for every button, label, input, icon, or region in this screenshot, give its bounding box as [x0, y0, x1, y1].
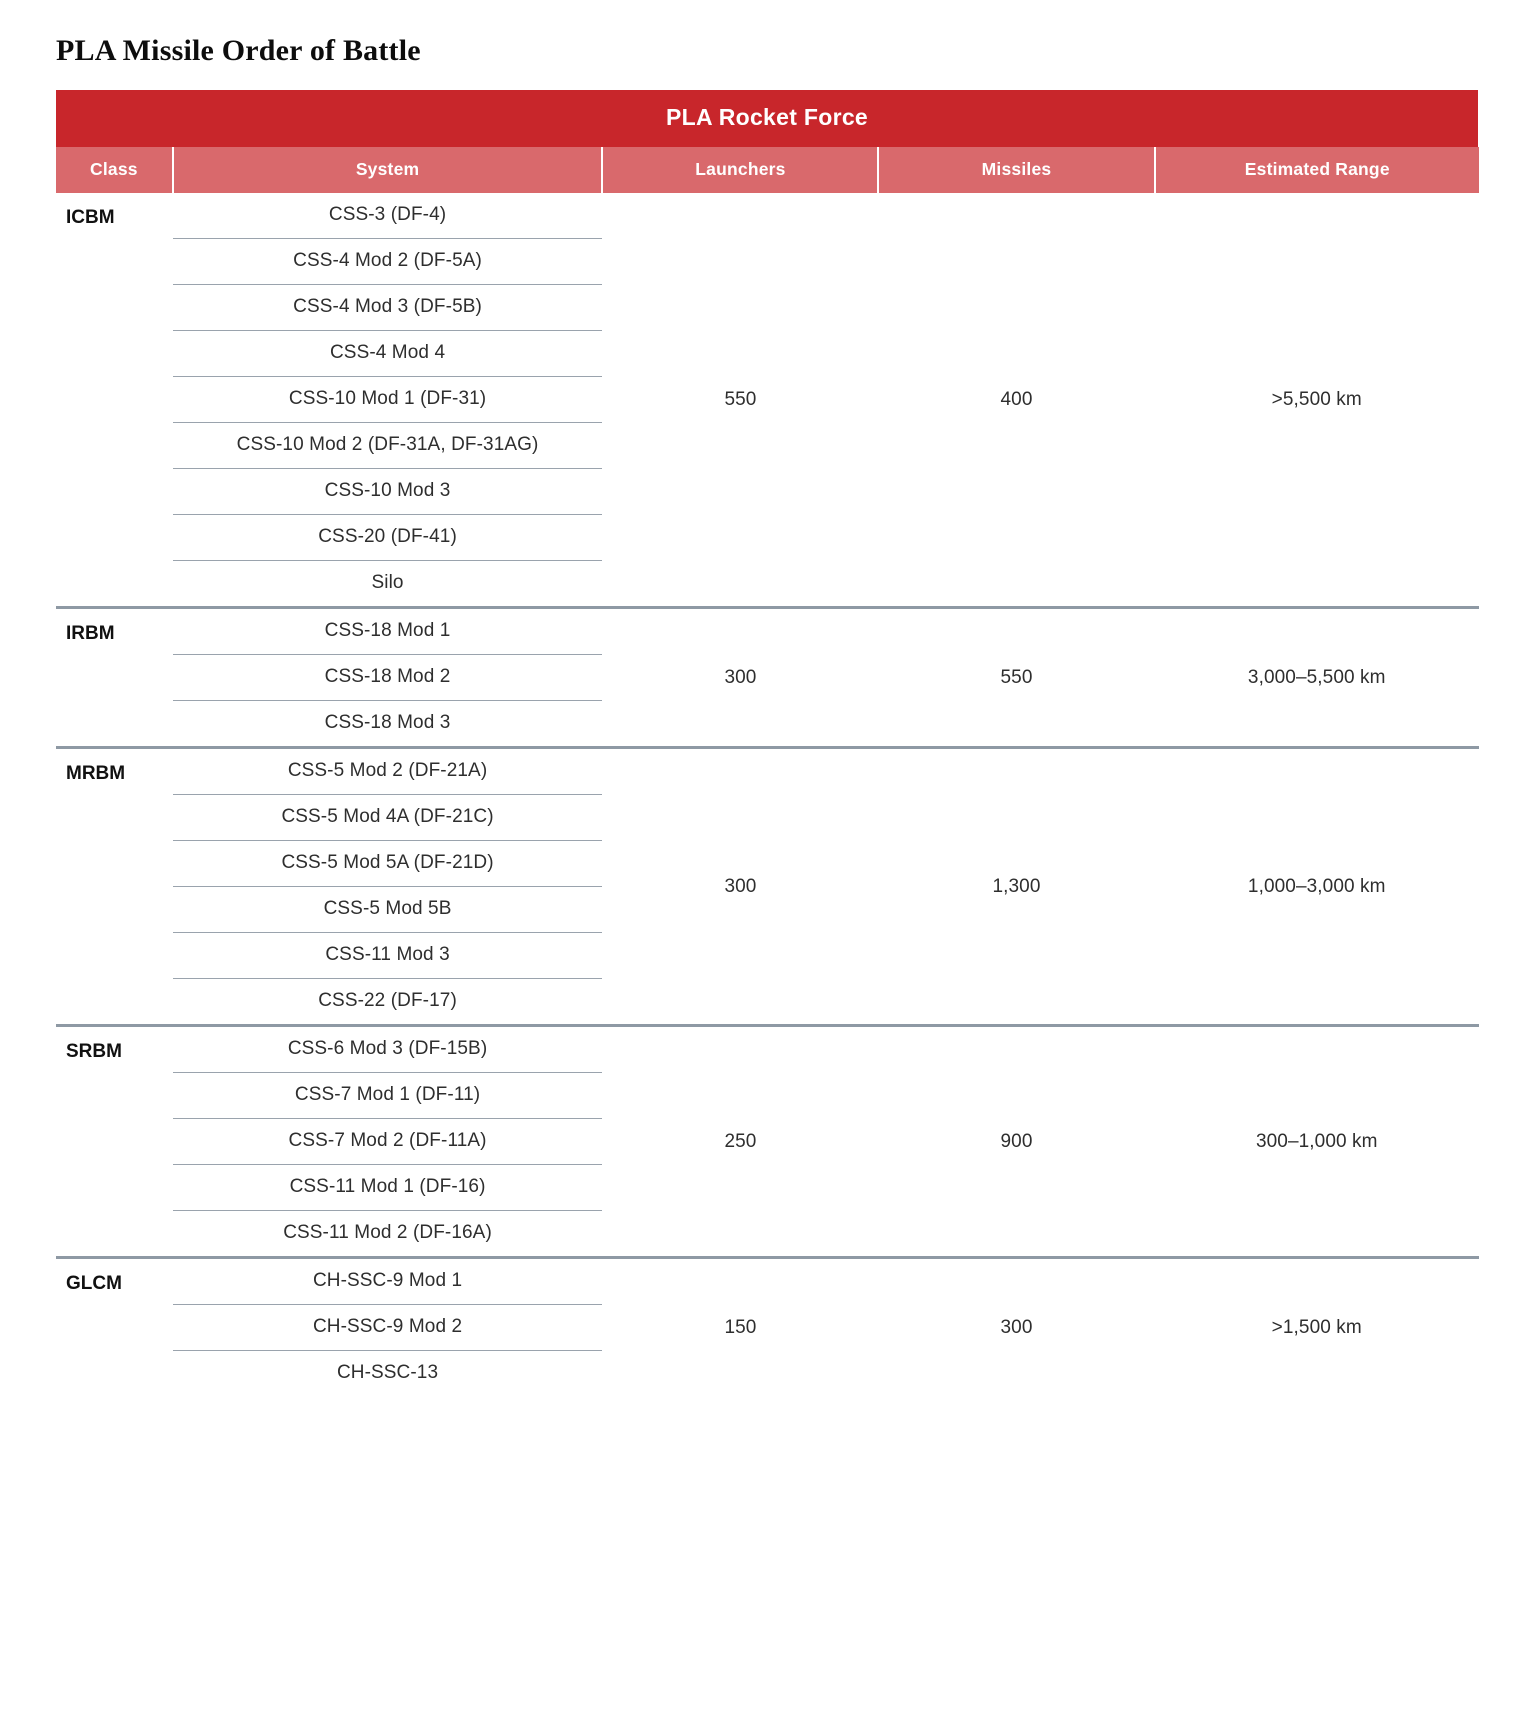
- list-item: CSS-3 (DF-4): [173, 193, 603, 239]
- column-header-class: Class: [56, 147, 173, 193]
- list-item: CSS-18 Mod 2: [173, 655, 603, 701]
- cell-estimated-range: 300–1,000 km: [1155, 1026, 1479, 1258]
- cell-systems: [173, 1026, 603, 1258]
- cell-missiles: 550: [878, 608, 1154, 748]
- list-item: CH-SSC-13: [336, 1362, 439, 1383]
- list-item: CSS-11 Mod 3: [173, 933, 603, 979]
- table-banner-row: [56, 90, 1479, 147]
- cell-estimated-range: >1,500 km: [1155, 1258, 1479, 1397]
- cell-class: SRBM: [56, 1026, 173, 1258]
- missile-order-of-battle-table: [56, 90, 1480, 1396]
- cell-class: GLCM: [56, 1258, 173, 1397]
- list-item: CSS-6 Mod 3 (DF-15B): [173, 1027, 603, 1073]
- cell-systems: [173, 748, 603, 1026]
- cell-missiles: 1,300: [878, 748, 1154, 1026]
- system-list: [173, 609, 603, 746]
- table-row: [56, 1026, 1479, 1258]
- table-header: [56, 90, 1479, 193]
- list-item: CSS-11 Mod 2 (DF-16A): [283, 1222, 492, 1243]
- cell-estimated-range: 3,000–5,500 km: [1155, 608, 1479, 748]
- system-list: [173, 1259, 603, 1396]
- system-list: [173, 749, 603, 1024]
- table-row: [56, 1258, 1479, 1397]
- list-item: CSS-5 Mod 4A (DF-21C): [173, 795, 603, 841]
- cell-systems: [173, 608, 603, 748]
- table-body: [56, 193, 1479, 1396]
- cell-missiles: 900: [878, 1026, 1154, 1258]
- cell-launchers: 250: [602, 1026, 878, 1258]
- column-header-system: System: [173, 147, 603, 193]
- list-item: CH-SSC-9 Mod 2: [173, 1305, 603, 1351]
- cell-class: ICBM: [66, 207, 115, 228]
- list-item: CSS-7 Mod 1 (DF-11): [173, 1073, 603, 1119]
- list-item: CSS-4 Mod 3 (DF-5B): [173, 285, 603, 331]
- table-banner: PLA Rocket Force: [56, 90, 1479, 147]
- table-column-header-row: [56, 147, 1479, 193]
- list-item: CSS-5 Mod 2 (DF-21A): [173, 749, 603, 795]
- cell-missiles: 300: [878, 1258, 1154, 1397]
- list-item: CH-SSC-9 Mod 1: [173, 1259, 603, 1305]
- list-item: CSS-10 Mod 3: [173, 469, 603, 515]
- cell-class: MRBM: [56, 748, 173, 1026]
- system-list: [173, 193, 603, 606]
- list-item: CSS-5 Mod 5B: [173, 887, 603, 933]
- table-row: [56, 608, 1479, 748]
- list-item: CSS-20 (DF-41): [173, 515, 603, 561]
- system-list: [173, 1027, 603, 1256]
- list-item: CSS-4 Mod 4: [173, 331, 603, 377]
- list-item: CSS-4 Mod 2 (DF-5A): [173, 239, 603, 285]
- cell-launchers: 150: [602, 1258, 878, 1397]
- cell-launchers: 550: [724, 388, 757, 410]
- list-item: Silo: [371, 572, 404, 593]
- cell-launchers: 300: [602, 608, 878, 748]
- list-item: CSS-7 Mod 2 (DF-11A): [173, 1119, 603, 1165]
- cell-launchers: 300: [602, 748, 878, 1026]
- list-item: CSS-10 Mod 1 (DF-31): [173, 377, 603, 423]
- list-item: CSS-10 Mod 2 (DF-31A, DF-31AG): [173, 423, 603, 469]
- list-item: CSS-11 Mod 1 (DF-16): [173, 1165, 603, 1211]
- list-item: CSS-18 Mod 1: [173, 609, 603, 655]
- page-title: PLA Missile Order of Battle: [56, 34, 421, 67]
- cell-estimated-range: 1,000–3,000 km: [1155, 748, 1479, 1026]
- cell-systems: [173, 1258, 603, 1397]
- table-row: [56, 748, 1479, 1026]
- cell-estimated-range: >5,500 km: [1271, 388, 1362, 410]
- list-item: CSS-18 Mod 3: [324, 712, 451, 733]
- column-header-launchers: Launchers: [602, 147, 878, 193]
- cell-class: IRBM: [56, 608, 173, 748]
- column-header-estimated-range: Estimated Range: [1155, 147, 1479, 193]
- column-header-missiles: Missiles: [878, 147, 1154, 193]
- cell-missiles: 400: [1000, 388, 1033, 410]
- cell-systems: [173, 193, 603, 608]
- list-item: CSS-5 Mod 5A (DF-21D): [173, 841, 603, 887]
- list-item: CSS-22 (DF-17): [318, 990, 457, 1011]
- table-row: [56, 193, 1479, 608]
